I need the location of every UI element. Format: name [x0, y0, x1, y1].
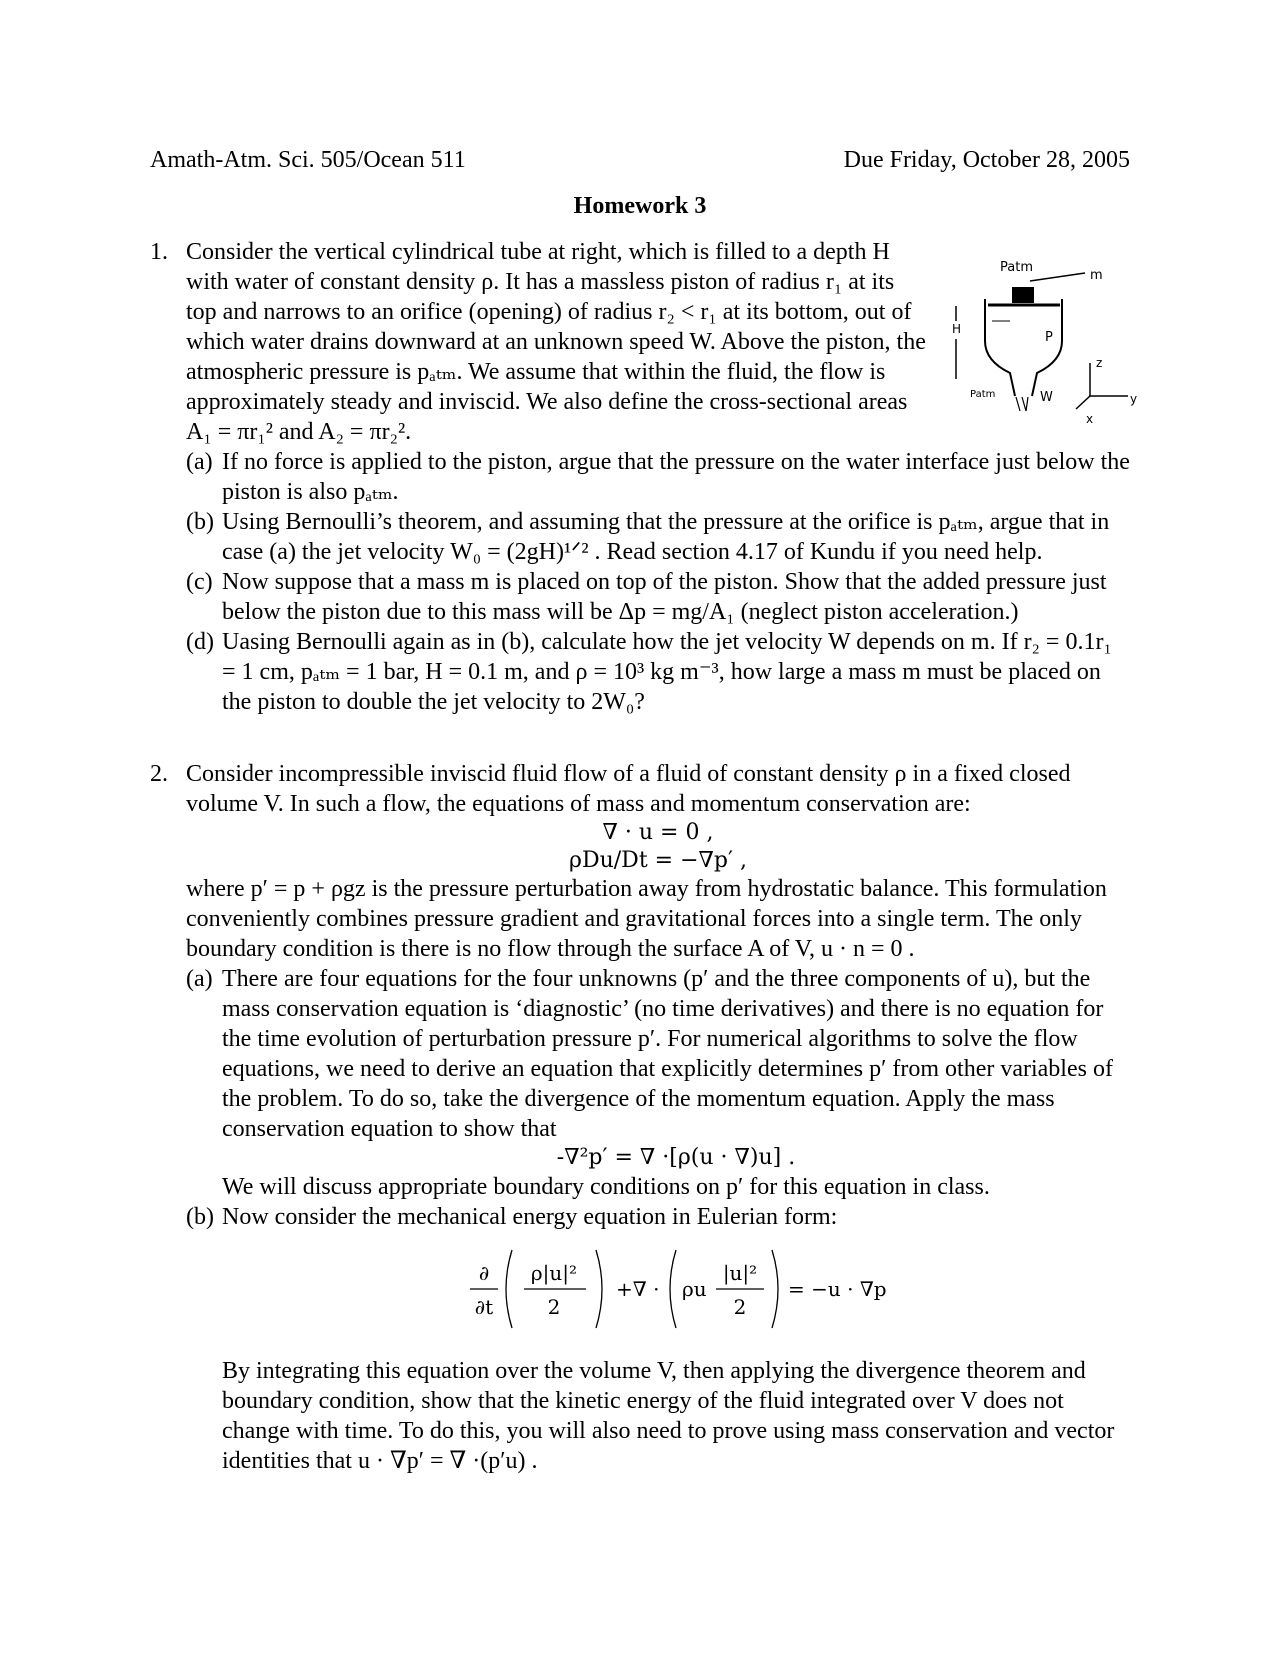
eq-divergence: +∇ · [616, 1276, 660, 1301]
page-title: Homework 3 [573, 193, 707, 219]
part-text: There are four equations for the four unknowns (p′ and the three components of u), but the mass conservation equation is ‘diagnostic’ (no time derivatives) and there is no equation for the time evolution of perturbation pressure p′. For numerical algorithms to solve the flow equations, we need to derive an equation that explicitly determines p′ from other variables of the problem. To do so, take the divergence of the momentum equation. Apply the mass conservation equation to show that [222, 966, 1113, 1142]
pressure-definition: where p′ = p + ρgz is the pressure perturbation away from hydrostatic balance. This formulation conveniently combines pressure gradient and gravitational forces into a single term. The only boundary condition is there is no flow through the surface A of V, u · n = 0 . [186, 876, 1107, 962]
fig-label-height: H [952, 322, 962, 336]
fig-axis-x [1076, 396, 1090, 409]
fig-arrow-mass [1030, 273, 1085, 281]
part-text: Uasing Bernoulli again as in (b), calculate how the jet velocity W depends on m. If r₂ = 0.1r₁ = 1 cm, pₐₜₘ = 1 bar, H = 0.1 m, and ρ = 10³ kg m⁻³, how large a mass m must be placed on the piston to double the jet velocity to 2W₀? [222, 629, 1112, 715]
problem-1-part-b [186, 507, 1130, 567]
header [150, 145, 1130, 175]
problem-intro: Consider the vertical cylindrical tube at right, which is filled to a depth H with water of constant density ρ. It has a massless piston of radius r₁ at its top and narrows to an orifice (opening) of radius r₂ < r₁ at its bottom, out of which water drains downward at an unknown speed W. Above the piston, the atmospheric pressure is pₐₜₘ. We assume that within the fluid, the flow is approximately steady and inviscid. We also define the cross-sectional areas A₁ = πr₁² and A₂ = πr₂². [186, 239, 926, 445]
part-text: If no force is applied to the piston, argue that the pressure on the water interface just below the piston is also pₐₜₘ. [222, 449, 1130, 505]
fig-label-pressure: P [1045, 330, 1053, 345]
eq-rho-u: ρu [682, 1276, 707, 1301]
eq-num1: ρ|u|² [530, 1260, 578, 1285]
due-date: Due Friday, October 28, 2005 [843, 147, 1130, 173]
poisson-equation: -∇²p′ = ∇ ·[ρ(u · ∇)u] . [556, 1145, 796, 1170]
problem-number: 2. [150, 761, 168, 787]
problem-1-part-a [186, 447, 1130, 507]
fig-label-patm-bottom: Patm [970, 389, 996, 400]
part-label: (a) [186, 966, 213, 992]
energy-equation [222, 1244, 1130, 1342]
fig-mass-block [1012, 287, 1034, 303]
part-text: Now suppose that a mass m is placed on top of the piston. Show that the added pressure just below the piston due to this mass will be Δp = mg/A₁ (neglect piston acceleration.) [222, 569, 1107, 625]
eq-num2: |u|² [722, 1260, 758, 1285]
eq-right-paren [596, 1250, 602, 1328]
course-title: Amath-Atm. Sci. 505/Ocean 511 [150, 147, 466, 173]
piston-tube-figure [940, 251, 1145, 436]
problem-1-part-c [186, 567, 1130, 627]
part-followup: We will discuss appropriate boundary conditions on p′ for this equation in class. [222, 1173, 990, 1200]
fig-label-jet: W [1040, 390, 1053, 405]
energy-equation-svg [466, 1244, 886, 1334]
part-text: Now consider the mechanical energy equation in Eulerian form: [222, 1203, 838, 1230]
problem-2-part-b [186, 1202, 1130, 1476]
eq-right-paren [772, 1250, 778, 1328]
part-label: (b) [186, 509, 214, 535]
eq-den2: 2 [733, 1294, 747, 1319]
eq-left-paren [506, 1250, 512, 1328]
problem-2 [150, 759, 1130, 1476]
part-followup: By integrating this equation over the volume V, then applying the divergence theorem and boundary condition, show that the kinetic energy of the fluid integrated over V does not change with time. To do this, you will also need to prove using mass conservation and vector identities that u · ∇p′ = ∇ ·(p′u) . [222, 1357, 1115, 1474]
fig-jet [1016, 397, 1028, 411]
eq-rhs: = −u · ∇p′ [788, 1276, 886, 1301]
problem-1-part-d [186, 627, 1130, 717]
problem-number: 1. [150, 239, 168, 265]
eq-den1: 2 [547, 1294, 561, 1319]
fig-label-x: x [1086, 412, 1094, 426]
part-label: (b) [186, 1203, 214, 1230]
fig-label-y: y [1130, 392, 1138, 406]
fig-tube-outline [985, 299, 1062, 396]
eq-left-paren [670, 1250, 676, 1328]
homework-page [150, 145, 1138, 1476]
mass-conservation-equation: ∇ · u = 0 , [602, 820, 714, 845]
part-label: (c) [186, 569, 213, 595]
problem-2-part-a [186, 964, 1130, 1202]
fig-label-patm-top: Patm [1000, 260, 1033, 275]
fig-label-z: z [1096, 356, 1103, 370]
fig-label-mass: m [1090, 268, 1103, 283]
problem-1 [150, 237, 1138, 717]
momentum-equation: ρDu/Dt = −∇p′ , [569, 847, 747, 873]
part-label: (a) [186, 449, 213, 475]
part-label: (d) [186, 629, 214, 655]
problem-intro: Consider incompressible inviscid fluid flow of a fluid of constant density ρ in a fixed closed volume V. In such a flow, the equations of mass and momentum conservation are: [186, 761, 1071, 817]
spacer [150, 717, 1130, 743]
eq-partial-t: ∂t [474, 1294, 494, 1319]
eq-partial: ∂ [478, 1260, 490, 1285]
part-text: Using Bernoulli’s theorem, and assuming that the pressure at the orifice is pₐₜₘ, argue that in case (a) the jet velocity W₀ = (2gH)¹ᐟ² . Read section 4.17 of Kundu if you need help. [222, 509, 1110, 565]
